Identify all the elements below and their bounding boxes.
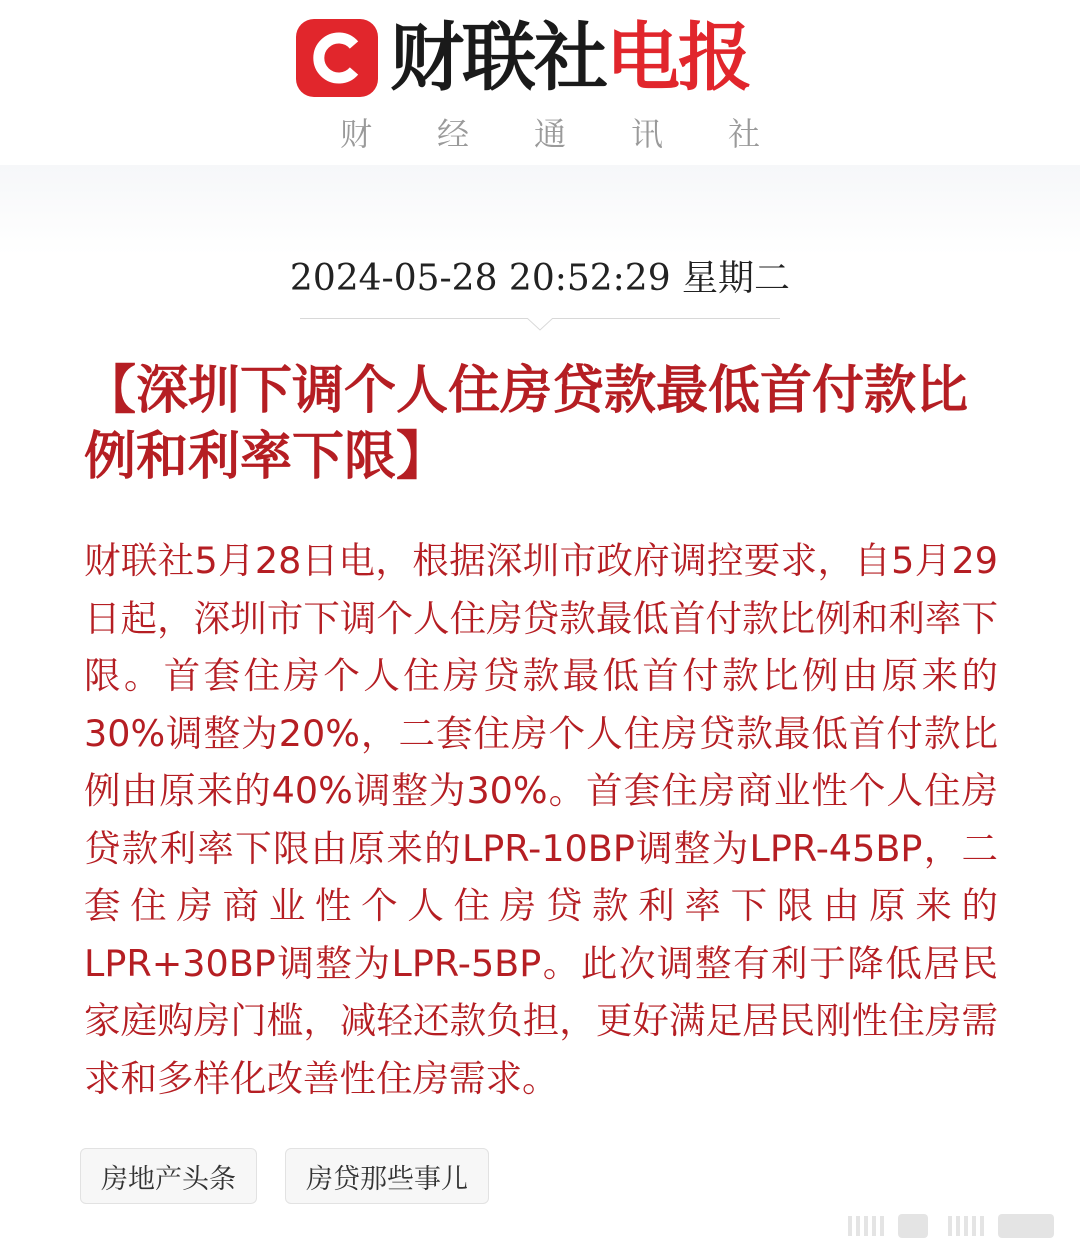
publish-datetime: 2024-05-28 20:52:29 星期二 xyxy=(289,258,791,299)
tagline-char: 通 xyxy=(533,115,566,153)
tagline-char: 经 xyxy=(436,115,469,153)
masthead xyxy=(0,0,1080,175)
brand-name-black: 财联社 xyxy=(390,15,606,101)
tagline-char: 讯 xyxy=(630,115,663,153)
tagline-char: 财 xyxy=(340,115,373,153)
brand-name-red: 电报 xyxy=(606,15,750,101)
topic-tags xyxy=(80,1148,489,1204)
tag-real-estate-headlines[interactable]: 房地产头条 xyxy=(80,1148,257,1204)
brand-tagline xyxy=(340,112,760,156)
divider-notch-icon xyxy=(527,318,553,331)
article-body: 财联社5月28日电，根据深圳市政府调控要求，自5月29日起，深圳市下调个人住房贷款最低首付款比例和利率下限。首套住房个人住房贷款最低首付款比例由原来的30%调整为20%，二套住房个人住房贷款最低首付款比例由原来的40%调整为30%。首套住房商业性个人住房贷款利率下限由原来的LPR-10BP调整为LPR-45BP，二套住房商业性个人住房贷款利率下限由原来的LPR+30BP调整为LPR-5BP。此次调整有利于降低居民家庭购房门槛，减轻还款负担，更好满足居民刚性住房需求和多样化改善性住房需求。 xyxy=(84,539,998,1100)
header-shadow xyxy=(0,165,1080,255)
letter-c-logo-icon xyxy=(296,19,378,97)
tag-mortgage-matters[interactable]: 房贷那些事儿 xyxy=(285,1148,489,1204)
brand-name xyxy=(390,15,750,101)
watermark-icon xyxy=(848,1208,1058,1242)
article-headline: 【深圳下调个人住房贷款最低首付款比例和利率下限】 xyxy=(84,361,969,487)
brand-logo xyxy=(296,15,750,101)
tagline-char: 社 xyxy=(727,115,760,153)
